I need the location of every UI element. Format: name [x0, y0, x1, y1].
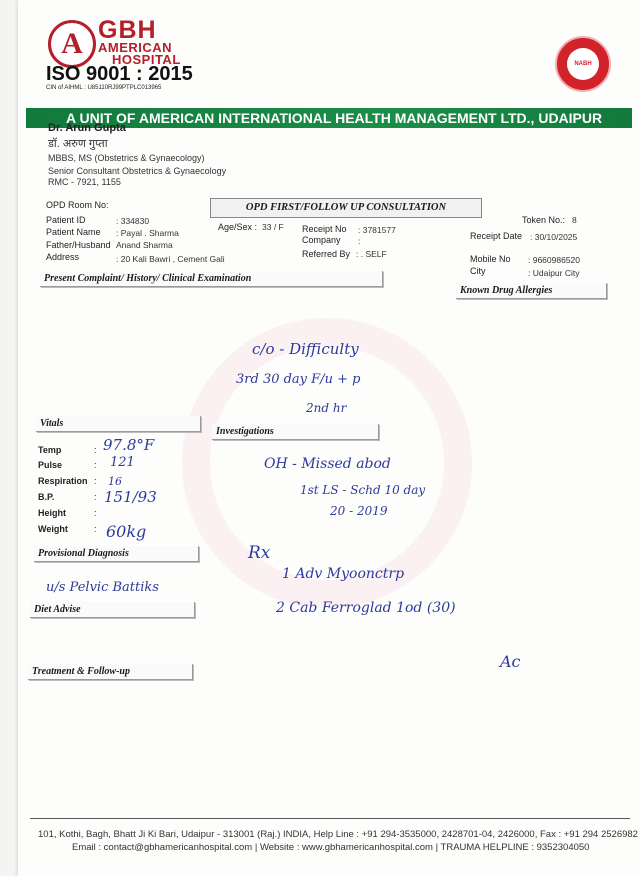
height-label: Height: [38, 508, 66, 518]
footer-divider: [30, 818, 630, 819]
rx-symbol: Rx: [248, 543, 271, 563]
bp-colon: :: [94, 492, 97, 502]
complaint-note-1: c/o - Difficulty: [252, 340, 359, 358]
bp-value: 151/93: [104, 488, 157, 506]
patient-name-value: : Payal . Sharma: [116, 228, 179, 238]
unit-banner-text: A UNIT OF AMERICAN INTERNATIONAL HEALTH MANAGEMENT LTD., UDAIPUR: [66, 110, 603, 126]
investigations-section-header: Investigations: [212, 424, 379, 440]
city-label: City: [470, 266, 486, 276]
brand-line-american: AMERICAN: [98, 40, 173, 55]
mobile-value: : 9660986520: [528, 255, 580, 265]
city-value: : Udaipur City: [528, 268, 580, 278]
footer-contact: Email : contact@gbhamericanhospital.com | Website : www.gbhamericanhospital.com | TRAUMA HELPLINE : 9352304050: [72, 842, 590, 853]
receipt-no-value: : 3781577: [358, 225, 396, 235]
nabh-seal: [555, 36, 611, 92]
complaint-note-3: 2nd hr: [306, 401, 347, 415]
address-label: Address: [46, 252, 80, 262]
logo-letter: A: [61, 27, 83, 60]
father-husband-label: Father/Husband: [46, 240, 111, 250]
pulse-value: 121: [110, 455, 135, 470]
height-colon: :: [94, 508, 97, 518]
doctor-rmc: RMC - 7921, 1155: [48, 177, 121, 187]
form-title: OPD FIRST/FOLLOW UP CONSULTATION: [210, 198, 482, 218]
weight-value: 60kg: [106, 522, 147, 541]
receipt-date-value: : 30/10/2025: [530, 232, 578, 242]
prescription-line-2: 2 Cab Ferroglad 1od (30): [276, 600, 456, 616]
treatment-section-header: Treatment & Follow-up: [28, 664, 193, 680]
token-label: Token No.:: [522, 215, 566, 225]
hospital-logo: [48, 20, 96, 68]
investigation-note-2: 1st LS - Schd 10 day: [300, 483, 426, 497]
patient-id-value: : 334830: [116, 216, 150, 226]
respiration-value: 16: [108, 475, 122, 488]
company-label: Company: [302, 235, 341, 245]
referred-by-value: : . SELF: [356, 249, 387, 259]
receipt-date-label: Receipt Date: [470, 231, 523, 241]
doctor-name-hindi: डॉ. अरुण गुप्ता: [48, 138, 108, 150]
pulse-colon: :: [94, 460, 97, 470]
footer-address: 101, Kothi, Bagh, Bhatt Ji Ki Bari, Udaipur - 313001 (Raj.) INDIA, Help Line : +91 294-3535000, 2428701-04, 2426000, Fax : +91 294 2526982: [38, 829, 638, 840]
brand-name: GBH: [98, 16, 157, 44]
doctor-name: Dr. Arun Gupta: [48, 122, 126, 134]
patient-id-label: Patient ID: [46, 215, 86, 225]
vitals-section-header: Vitals: [36, 416, 201, 432]
company-value: :: [358, 236, 361, 246]
complaint-note-2: 3rd 30 day F/u + p: [236, 372, 361, 387]
temp-label: Temp: [38, 445, 62, 455]
opd-room-label: OPD Room No:: [46, 200, 109, 210]
patient-name-label: Patient Name: [46, 227, 101, 237]
token-value: 8: [572, 215, 577, 225]
weight-colon: :: [94, 524, 97, 534]
allergies-section-header: Known Drug Allergies: [456, 283, 607, 299]
receipt-no-label: Receipt No: [302, 224, 347, 234]
brand-line-hospital: HOSPITAL: [112, 52, 181, 67]
address-value: : 20 Kali Bawri , Cement Gali: [116, 254, 225, 264]
prescription-line-1: 1 Adv Myoonctrp: [282, 566, 405, 582]
investigation-note-3: 20 - 2019: [330, 504, 388, 518]
age-sex-value: 33 / F: [262, 222, 284, 232]
weight-label: Weight: [38, 524, 68, 534]
cin-number: CIN of AIHML : U85110RJ99PTPLC013965: [46, 85, 162, 91]
pulse-label: Pulse: [38, 460, 63, 470]
doctor-degree: MBBS, MS (Obstetrics & Gynaecology): [48, 153, 205, 163]
diagnosis-note: u/s Pelvic Battiks: [46, 580, 159, 595]
respiration-label: Respiration: [38, 476, 88, 486]
nabh-label: NABH: [574, 61, 592, 67]
doctor-designation: Senior Consultant Obstetrics & Gynaecology: [48, 166, 227, 176]
doctor-signature: Ac: [500, 652, 521, 671]
bp-label: B.P.: [38, 492, 55, 502]
temp-colon: :: [94, 445, 97, 455]
investigation-note-1: OH - Missed abod: [264, 456, 391, 472]
temp-value: 97.8°F: [103, 436, 155, 454]
mobile-label: Mobile No: [470, 254, 511, 264]
iso-certification: ISO 9001 : 2015: [46, 63, 193, 85]
father-husband-value: Anand Sharma: [116, 240, 173, 250]
diagnosis-section-header: Provisional Diagnosis: [34, 546, 199, 562]
diet-section-header: Diet Advise: [30, 602, 195, 618]
complaint-section-header: Present Complaint/ History/ Clinical Examination: [40, 271, 383, 287]
respiration-colon: :: [94, 476, 97, 486]
referred-by-label: Referred By: [302, 249, 351, 259]
age-sex-label: Age/Sex :: [218, 222, 258, 232]
